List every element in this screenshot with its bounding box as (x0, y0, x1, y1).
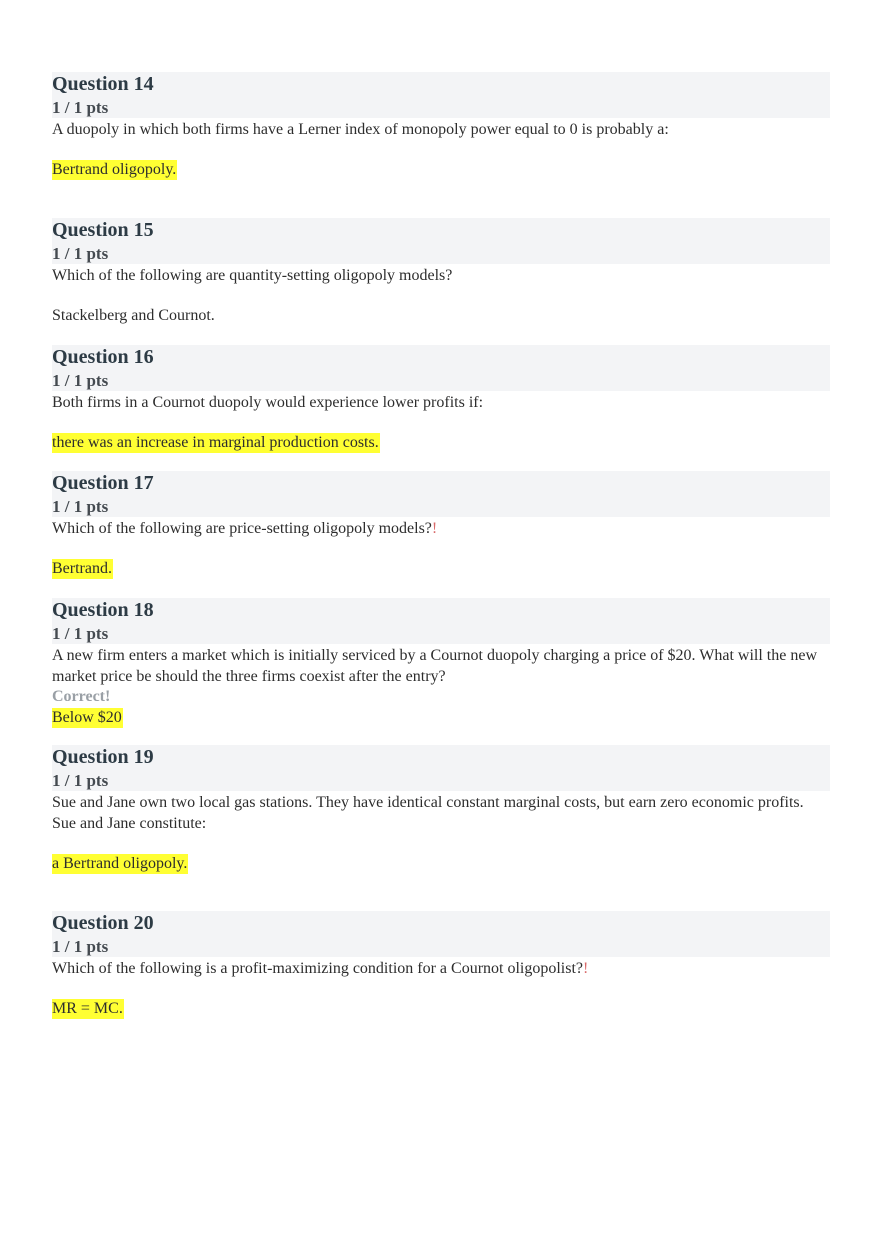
question-points: 1 / 1 pts (52, 497, 109, 516)
question-flag-mark: ! (431, 520, 438, 537)
question-points: 1 / 1 pts (52, 771, 109, 790)
question-title: Question 17 (52, 472, 154, 494)
question-17 (52, 471, 830, 579)
question-text (52, 391, 830, 413)
answer-row (52, 305, 830, 326)
question-text-body: Which of the following are price-setting oligopoly models? (52, 520, 432, 537)
question-title: Question 20 (52, 912, 154, 934)
question-title: Question 14 (52, 73, 154, 95)
question-text-body: A duopoly in which both firms have a Lerner index of monopoly power equal to 0 is probably a: (52, 121, 669, 138)
selected-answer: Bertrand oligopoly. (52, 161, 177, 178)
question-flag-mark: ! (583, 960, 589, 977)
question-text-body: Both firms in a Cournot duopoly would experience lower profits if: (52, 394, 484, 411)
selected-answer: Bertrand. (52, 560, 112, 577)
selected-answer: there was an increase in marginal production costs. (52, 434, 379, 451)
question-text (52, 791, 830, 834)
selected-answer: Stackelberg and Cournot. (52, 307, 215, 324)
answer-row (52, 998, 830, 1019)
question-18 (52, 598, 830, 728)
question-title: Question 15 (52, 219, 154, 241)
selected-answer: MR = MC. (52, 1000, 123, 1017)
question-points: 1 / 1 pts (52, 244, 109, 263)
question-15 (52, 218, 830, 326)
question-text-body: Which of the following are quantity-setting oligopoly models? (52, 267, 453, 284)
question-header (52, 598, 830, 644)
question-text-body: Sue and Jane own two local gas stations. They have identical constant marginal costs, but earn zero economic profits. Sue and Jane constitute: (52, 794, 804, 832)
question-header (52, 218, 830, 264)
answer-row (52, 558, 830, 579)
correct-label: Correct! (52, 688, 111, 705)
question-19 (52, 745, 830, 874)
question-title: Question 18 (52, 599, 154, 621)
question-text (52, 264, 830, 286)
question-14 (52, 72, 830, 180)
question-points: 1 / 1 pts (52, 937, 109, 956)
question-points: 1 / 1 pts (52, 624, 109, 643)
question-header (52, 345, 830, 391)
question-text-body: Which of the following is a profit-maximizing condition for a Cournot oligopolist? (52, 960, 584, 977)
question-text (52, 517, 830, 539)
answer-row (52, 432, 830, 453)
answer-row (52, 853, 830, 874)
question-points: 1 / 1 pts (52, 371, 109, 390)
question-header (52, 745, 830, 791)
answer-row (52, 707, 830, 728)
answer-row (52, 159, 830, 180)
question-text (52, 644, 830, 687)
selected-answer: Below $20 (52, 709, 122, 726)
question-text-body: A new firm enters a market which is initially serviced by a Cournot duopoly charging a price of $20. What will the new market price be should the three firms coexist after the entry? (52, 647, 817, 685)
question-text (52, 118, 830, 140)
selected-answer: a Bertrand oligopoly. (52, 855, 188, 872)
question-20 (52, 911, 830, 1019)
question-points: 1 / 1 pts (52, 98, 109, 117)
question-header (52, 471, 830, 517)
question-title: Question 16 (52, 346, 154, 368)
question-text (52, 957, 830, 979)
question-header (52, 72, 830, 118)
question-16 (52, 345, 830, 453)
question-title: Question 19 (52, 746, 154, 768)
question-header (52, 911, 830, 957)
